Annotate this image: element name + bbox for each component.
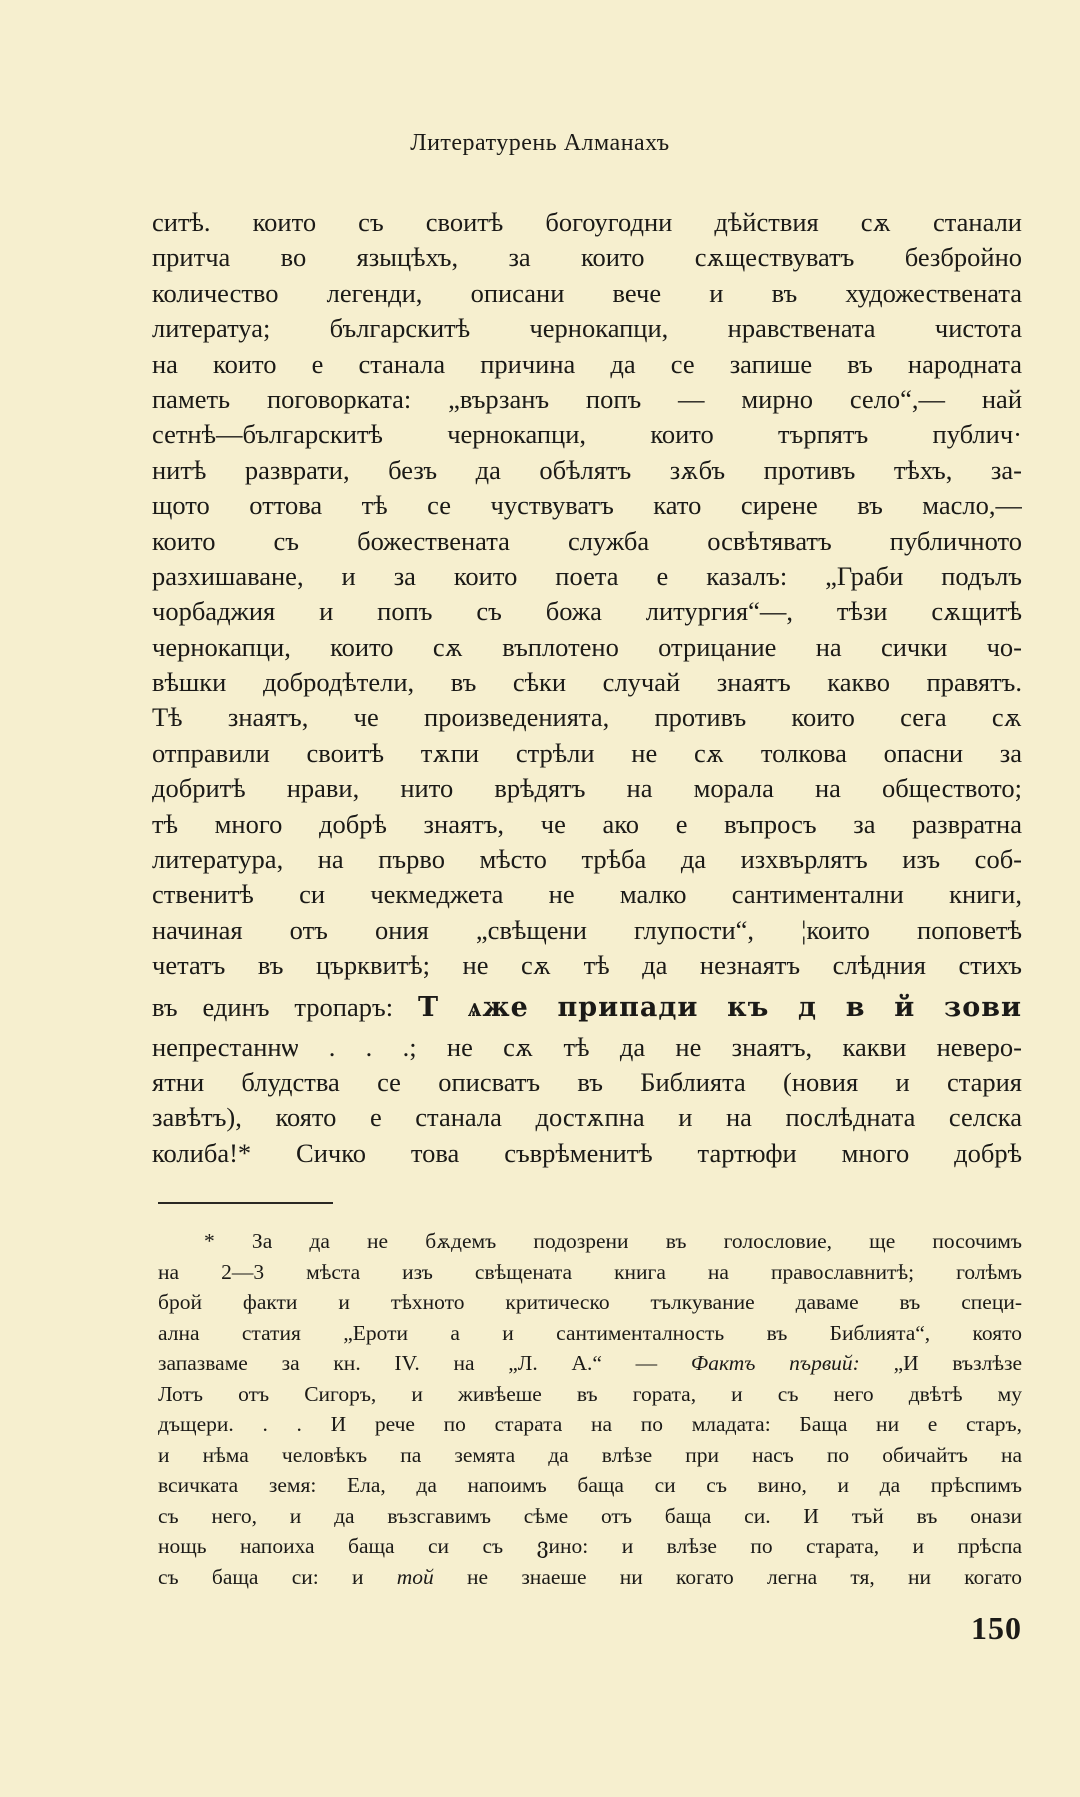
text-line: литература, на първо мѣсто трѣба да изхвърлятъ изъ соб- [152,844,1022,875]
text-line: щото оттова тѣ се чуствуватъ като сирене въ масло,— [152,490,1022,521]
text-line: чернокапци, които сѫ въплотено отрицание на сички чо- [152,631,1022,662]
footnote-text: съ баща си: и [158,1564,364,1589]
footnote-line: съ него, и да възсгавимъ сѣме отъ баща си. И тъй въ онази [158,1503,1022,1528]
text-line: на които е станала причина да се запише въ народната [152,348,1022,379]
text-line: добритѣ нрави, нито врѣдятъ на морала на обществото; [152,773,1022,804]
tropar-prefix: въ единъ тропаръ: [152,991,394,1022]
footnote-line: дъщери. . . И рече по старата на по младата: Баща ни е старъ, [158,1412,1022,1436]
text-line: литератуа; българскитѣ чернокапци, нравствената чистота [152,313,1022,344]
running-header: Литературень Алманахъ [410,130,670,156]
footnote-line: Лотъ отъ Сигоръ, и живѣеше въ гората, и съ него двѣтѣ му [158,1381,1022,1406]
text-line: които съ божествената служба освѣтяватъ публичното [152,525,1022,556]
text-line: сетнѣ—българскитѣ чернокапци, които търпятъ публич· [152,419,1022,450]
text-line: непрестаннѡ . . .; не сѫ тѣ да не знаятъ, какви неверо- [152,1031,1022,1062]
text-line: вѣшки добродѣтели, въ сѣки случай знаятъ какво правятъ. [152,667,1022,698]
main-text [152,205,1022,1171]
text-line: притча во языцѣхъ, за които сѫществуватъ безбройно [152,242,1022,273]
text-line: завѣтъ), която е станала достѫпна и на послѣдната селска [152,1102,1022,1133]
text-line: ственитѣ си чекмеджета не малко сантиментални книги, [152,879,1022,910]
text-line: тѣ много добрѣ знаятъ, че ако е въпросъ за развратна [152,808,1022,839]
page-number: 150 [971,1610,1022,1646]
text-line: ситѣ. които съ своитѣ богоугодни дѣйствия сѫ станали [152,207,1022,237]
footnote-line: * За да не бѫдемъ подозрени въ голословие, ще посочимъ [204,1229,1022,1253]
footnote-text: не знаеше ни когато легна тя, ни когато [467,1564,1022,1589]
text-line: ятни блудства се описватъ въ Библията (новия и стария [152,1066,1022,1097]
text-line: чорбаджия и попъ съ божа литургия“—, тѣзи сѫщитѣ [152,596,1022,627]
text-line: Тѣ знаятъ, че произведенията, противъ които сега сѫ [152,702,1022,733]
text-line: паметь поговорката: „вързанъ попъ — мирно село“,— най [152,383,1022,414]
footnote-line [158,1562,1022,1593]
text-line: четатъ въ църквитѣ; не сѫ тѣ да незнаятъ слѣдния стихъ [152,950,1022,981]
footnote-line: ална статия „Ероти а и сантименталность въ Библията“, която [158,1320,1022,1345]
text-line: нитѣ разврати, безъ да обѣлятъ зѫбъ противъ тѣхъ, за- [152,454,1022,485]
text-line: начиная отъ ония „свѣщени глупости“, ¦които поповетѣ [152,914,1022,945]
footnote-text: „И възлѣзе [893,1351,1022,1375]
footnote [158,1226,1022,1592]
footnote-line: всичката земя: Ела, да напоимъ баща си съ вино, и да прѣспимъ [158,1473,1022,1497]
text-line: отправили своитѣ тѫпи стрѣли не сѫ толкова опасни за [152,737,1022,768]
tropar-line [152,984,1022,1030]
footnote-italic: Фактъ първий: [690,1351,860,1375]
footnote-line [158,1348,1022,1379]
text-line: количество легенди, описани вече и въ художествената [152,277,1022,308]
footnote-line: нощь напоиха баща си съ ვино: и влѣзе по старата, и прѣспа [158,1534,1022,1558]
church-slavonic-quote: Т ѧже припади къ д в й зови [418,991,1022,1023]
footnote-divider [158,1202,333,1204]
footnote-line: и нѣма человѣкъ па земята да влѣзе при насъ по обичайтъ на [158,1442,1022,1467]
footnote-line: брой факти и тѣхното критическо тълкувание даваме въ специ- [158,1290,1022,1314]
footnote-line: на 2—3 мѣста изъ свѣщената книга на православнитѣ; голѣмъ [158,1259,1022,1284]
text-line: колиба!* Сичко това съврѣменитѣ тартюфи много добрѣ [152,1137,1022,1168]
text-line: разхишаване, и за които поета е казалъ: „Граби подълъ [152,560,1022,591]
footnote-italic: той [396,1564,434,1589]
footnote-text: запазваме за кн. IV. на „Л. А.“ — [158,1351,658,1375]
